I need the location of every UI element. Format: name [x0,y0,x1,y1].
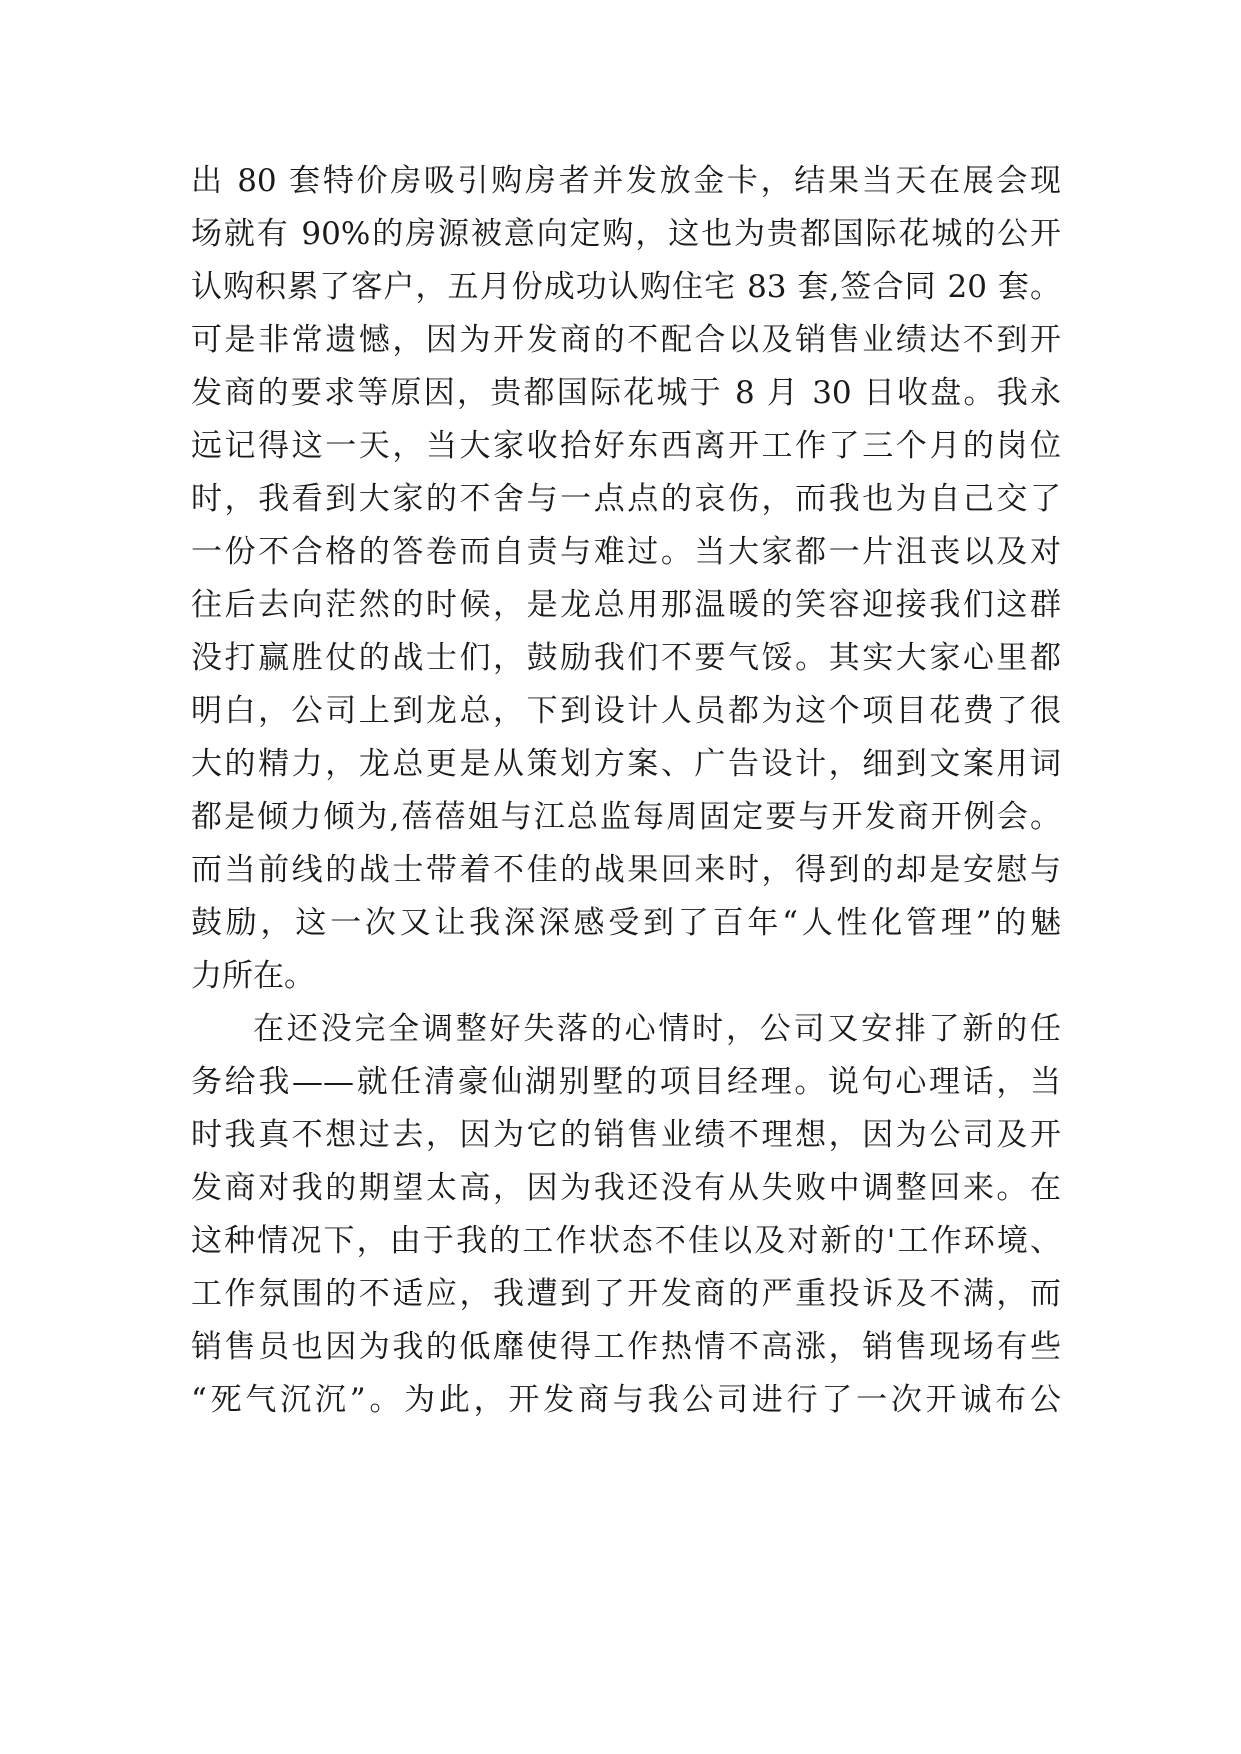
paragraph-line: 可是非常遗憾，因为开发商的不配合以及销售业绩达不到开 [191,322,1061,358]
paragraph-line: 没打赢胜仗的战士们，鼓励我们不要气馁。其实大家心里都 [191,640,1061,676]
paragraph-line: 时，我看到大家的不舍与一点点的哀伤，而我也为自己交了 [191,481,1061,517]
paragraph-line: 在还没完全调整好失落的心情时，公司又安排了新的任 [253,1011,1061,1047]
paragraph-line: 发商对我的期望太高，因为我还没有从失败中调整回来。在 [191,1170,1061,1206]
paragraph-line: 时我真不想过去，因为它的销售业绩不理想，因为公司及开 [191,1117,1061,1153]
paragraph-line: 销售员也因为我的低靡使得工作热情不高涨，销售现场有些 [191,1329,1061,1365]
paragraph-line: “死气沉沉”。为此，开发商与我公司进行了一次开诚布公 [191,1382,1061,1418]
paragraph-1 [191,155,1061,1003]
paragraph-line: 力所在。 [191,958,315,994]
paragraph-line: 一份不合格的答卷而自责与难过。当大家都一片沮丧以及对 [191,534,1061,570]
paragraph-line: 都是倾力倾为,蓓蓓姐与江总监每周固定要与开发商开例会。 [191,799,1061,835]
paragraph-line: 务给我——就任清豪仙湖别墅的项目经理。说句心理话，当 [191,1064,1061,1100]
paragraph-line: 大的精力，龙总更是从策划方案、广告设计，细到文案用词 [191,746,1061,782]
document-body [191,155,1061,1427]
paragraph-line: 鼓励，这一次又让我深深感受到了百年“人性化管理”的魅 [191,905,1061,941]
paragraph-line: 远记得这一天，当大家收拾好东西离开工作了三个月的岗位 [191,428,1061,464]
paragraph-line: 认购积累了客户，五月份成功认购住宅 83 套,签合同 20 套。 [191,269,1061,305]
paragraph-line: 而当前线的战士带着不佳的战果回来时，得到的却是安慰与 [191,852,1061,888]
paragraph-line: 出 80 套特价房吸引购房者并发放金卡，结果当天在展会现 [191,163,1061,199]
paragraph-line: 场就有 90%的房源被意向定购，这也为贵都国际花城的公开 [191,216,1061,252]
paragraph-line: 这种情况下，由于我的工作状态不佳以及对新的'工作环境、 [191,1223,1061,1259]
paragraph-line: 明白，公司上到龙总，下到设计人员都为这个项目花费了很 [191,693,1061,729]
paragraph-line: 工作氛围的不适应，我遭到了开发商的严重投诉及不满，而 [191,1276,1061,1312]
paragraph-line: 发商的要求等原因，贵都国际花城于 8 月 30 日收盘。我永 [191,375,1061,411]
paragraph-2 [191,1003,1061,1427]
paragraph-line: 往后去向茫然的时候，是龙总用那温暖的笑容迎接我们这群 [191,587,1061,623]
